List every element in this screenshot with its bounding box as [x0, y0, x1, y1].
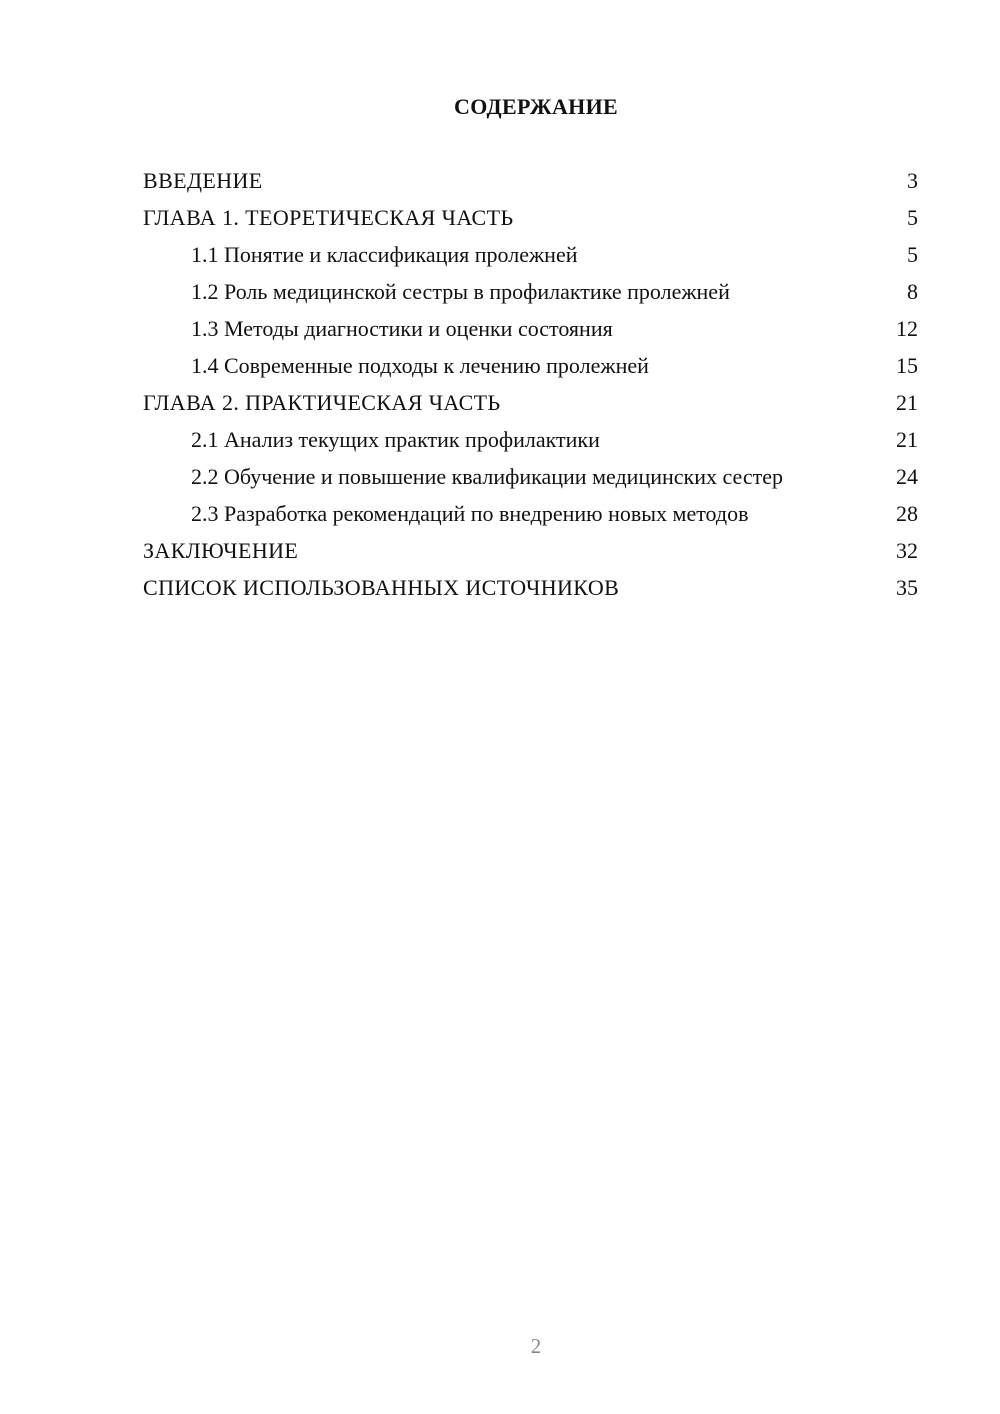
toc-entry-page: 21: [896, 427, 918, 452]
toc-entry-page: 3: [907, 168, 918, 193]
toc-entry-label: 2.3 Разработка рекомендаций по внедрению новых методов: [191, 501, 749, 526]
toc-title: СОДЕРЖАНИЕ: [454, 94, 618, 119]
toc-entry-section-1-4: [143, 352, 918, 379]
toc-entry-page: 12: [896, 316, 918, 341]
toc-entry-page: 24: [896, 464, 918, 489]
toc-entry-page: 5: [907, 242, 918, 267]
toc-entry-label: 2.1 Анализ текущих практик профилактики: [191, 427, 600, 452]
page-number: 2: [530, 1334, 542, 1358]
toc-entry-section-2-1: [143, 426, 918, 453]
toc-entry-label: 1.2 Роль медицинской сестры в профилактике пролежней: [191, 279, 730, 304]
toc-entry-label: 1.1 Понятие и классификация пролежней: [191, 242, 578, 267]
toc-entry-references: [143, 574, 918, 601]
toc-entry-chapter-1: [143, 204, 918, 231]
toc-entry-section-2-3: [143, 500, 918, 527]
toc-entry-page: 5: [907, 205, 918, 230]
toc-entry-section-2-2: [143, 463, 918, 490]
toc-entry-page: 8: [907, 279, 918, 304]
toc-entry-label: ГЛАВА 2. ПРАКТИЧЕСКАЯ ЧАСТЬ: [143, 390, 501, 415]
toc-entry-page: 35: [896, 575, 918, 600]
toc-entry-page: 21: [896, 390, 918, 415]
toc-entry-label: 1.4 Современные подходы к лечению пролежней: [191, 353, 649, 378]
toc-entry-label: ГЛАВА 1. ТЕОРЕТИЧЕСКАЯ ЧАСТЬ: [143, 205, 514, 230]
toc-entry-label: СПИСОК ИСПОЛЬЗОВАННЫХ ИСТОЧНИКОВ: [143, 575, 620, 600]
toc-entry-section-1-3: [143, 315, 918, 342]
table-of-contents: [143, 167, 918, 611]
toc-entry-page: 28: [896, 501, 918, 526]
toc-entry-label: 1.3 Методы диагностики и оценки состояния: [191, 316, 613, 341]
toc-entry-label: 2.2 Обучение и повышение квалификации медицинских сестер: [191, 464, 783, 489]
toc-entry-chapter-2: [143, 389, 918, 416]
toc-entry-label: ЗАКЛЮЧЕНИЕ: [143, 538, 299, 563]
toc-entry-page: 32: [896, 538, 918, 563]
toc-entry-label: ВВЕДЕНИЕ: [143, 168, 263, 193]
toc-entry-page: 15: [896, 353, 918, 378]
toc-entry-section-1-2: [143, 278, 918, 305]
toc-entry-introduction: [143, 167, 918, 194]
toc-entry-section-1-1: [143, 241, 918, 268]
toc-entry-conclusion: [143, 537, 918, 564]
